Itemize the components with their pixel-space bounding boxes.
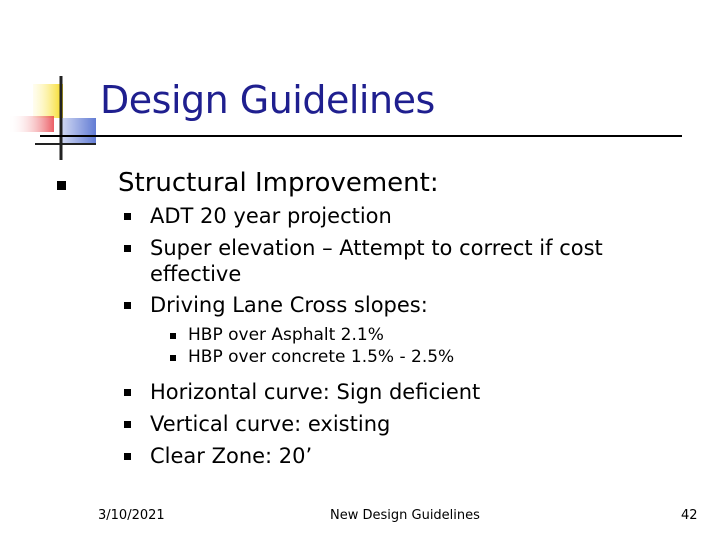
footer-title: New Design Guidelines — [330, 508, 480, 523]
bullet-square — [57, 181, 66, 190]
list-item-adt: ADT 20 year projection — [150, 204, 392, 228]
slide-logo-graphic — [0, 0, 110, 170]
bullet-square — [124, 389, 131, 396]
list-item-cross-slopes: Driving Lane Cross slopes: — [150, 293, 428, 317]
footer-date: 3/10/2021 — [98, 508, 165, 523]
title-divider — [40, 135, 682, 137]
list-item-clear-zone: Clear Zone: 20’ — [150, 444, 313, 468]
bullet-square — [170, 333, 176, 339]
list-item-horizontal-curve: Horizontal curve: Sign deficient — [150, 380, 481, 404]
slide-title: Design Guidelines — [100, 78, 435, 122]
list-item-vertical-curve: Vertical curve: existing — [150, 412, 391, 436]
list-item-super-elevation: Super elevation – Attempt to correct if cost — [150, 236, 603, 260]
list-item-hbp-asphalt: HBP over Asphalt 2.1% — [188, 325, 384, 345]
slide-number: 42 — [681, 508, 698, 523]
bullet-square — [124, 302, 131, 309]
bullet-square — [124, 245, 131, 252]
content-heading: Structural Improvement: — [118, 168, 439, 198]
bullet-square — [170, 355, 176, 361]
bullet-square — [124, 213, 131, 220]
list-item-super-elevation-cont: effective — [150, 262, 242, 286]
bullet-square — [124, 453, 131, 460]
bullet-square — [124, 421, 131, 428]
list-item-hbp-concrete: HBP over concrete 1.5% - 2.5% — [188, 347, 455, 367]
